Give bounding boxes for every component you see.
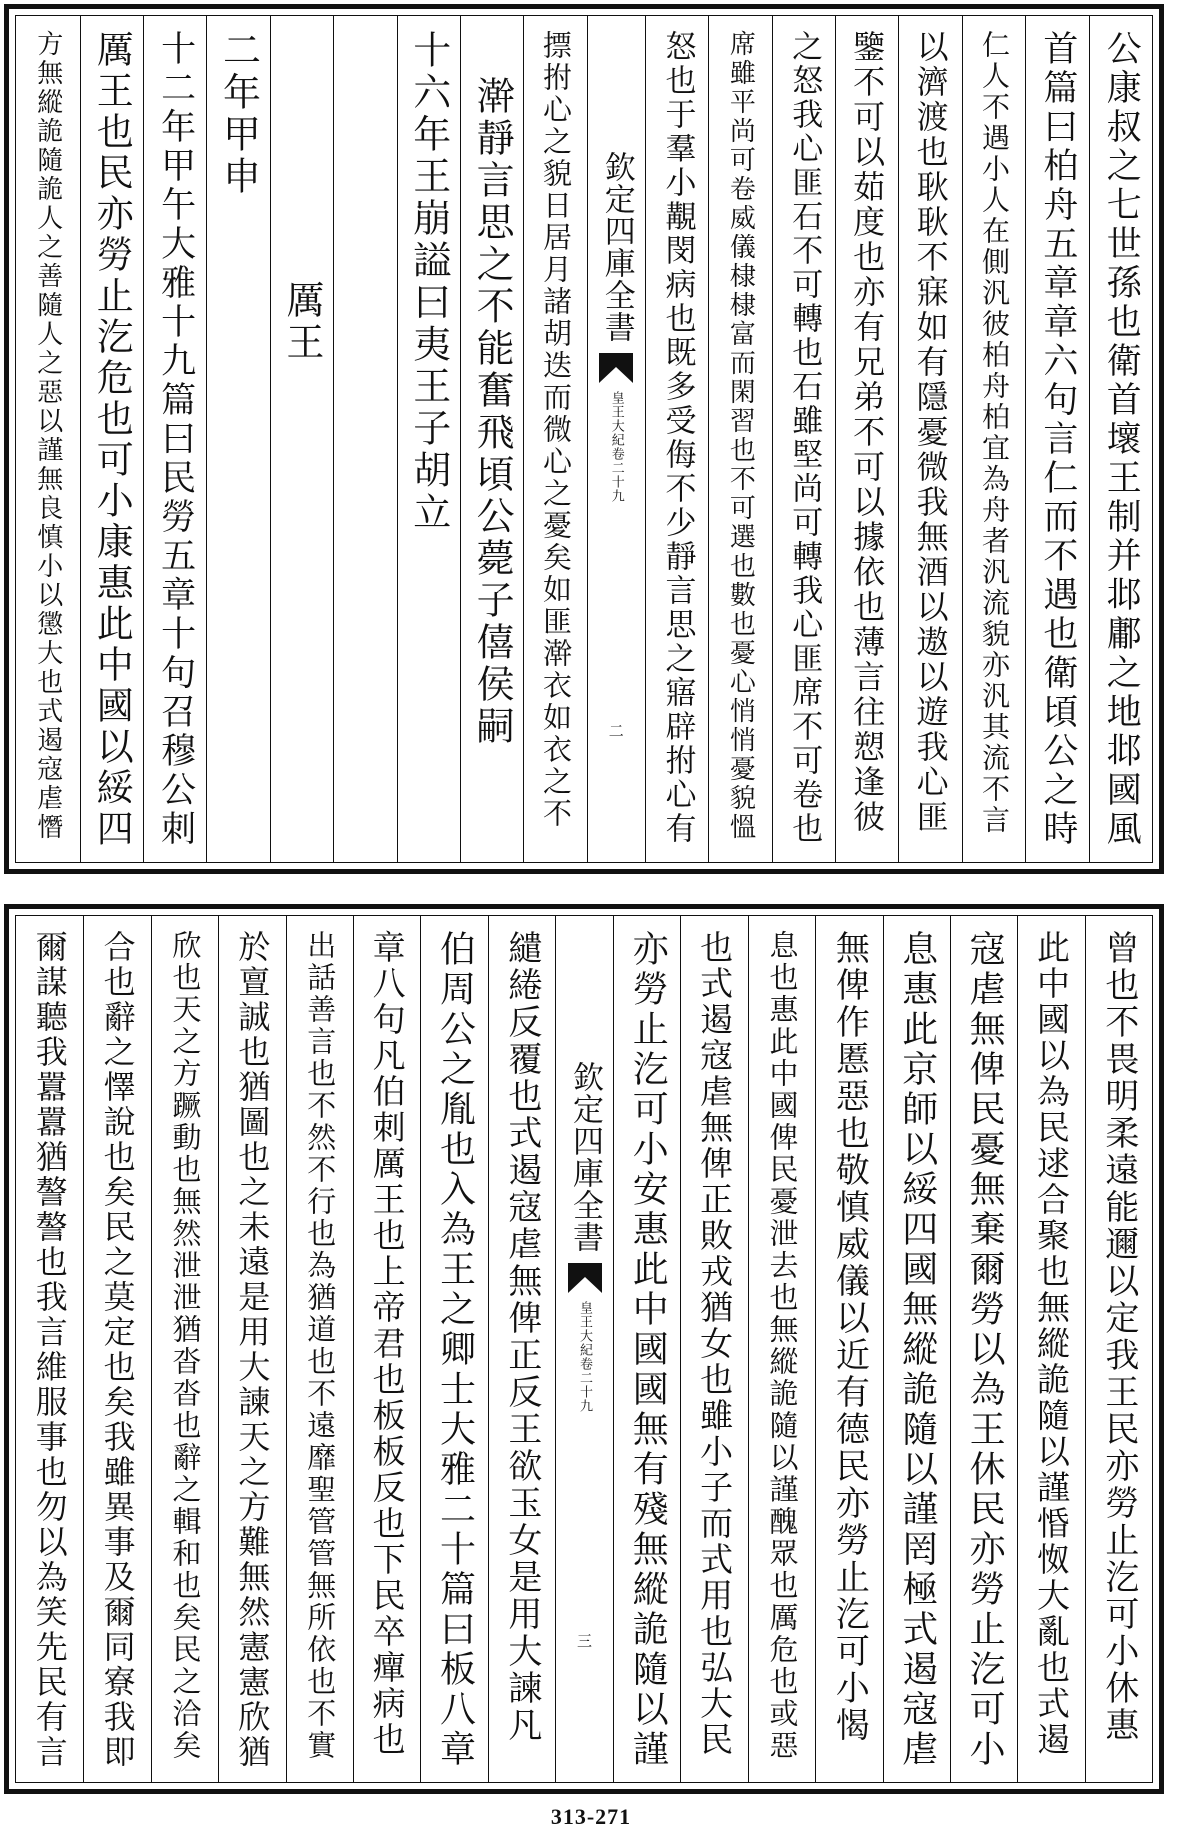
column-text: 厲王也民亦勞止汔危也可小康惠此中國以綏四 xyxy=(90,30,134,850)
book-volume-label: 皇王大紀卷二十九 xyxy=(608,390,624,503)
column-text: 也式遏寇虐無俾正敗戎猶女也雖小子而式用也弘大民 xyxy=(695,930,735,1758)
column-text: 以濟渡也耿耿不寐如有隱憂微我無酒以遨以遊我心匪 xyxy=(911,30,950,835)
column-text: 仁人不遇小人在側汎彼柏舟柏宜為舟者汎流貌亦汎其流不言 xyxy=(977,30,1011,836)
top-text-column xyxy=(333,16,396,862)
bottom-text-column xyxy=(883,916,950,1782)
column-text: 首篇曰柏舟五章章六句言仁而不遇也衛頃公之時 xyxy=(1037,30,1078,849)
column-text: 曾也不畏明柔遠能邇以定我王民亦勞止汔可小休惠 xyxy=(1098,930,1139,1744)
column-text: 二年甲申 xyxy=(216,30,261,198)
series-title: 欽定四庫全書 xyxy=(567,1060,603,1253)
top-page-frame xyxy=(15,15,1153,863)
column-text: 之怒我心匪石不可轉也石雖堅尚可轉我心匪席不可卷也 xyxy=(786,30,823,846)
column-text: 澣靜言思之不能奮飛頃公薨子僖侯嗣 xyxy=(470,76,515,748)
top-text-column xyxy=(1025,16,1088,862)
bottom-text-column xyxy=(218,916,285,1782)
fish-tail-mark-icon xyxy=(599,353,633,383)
book-volume-label: 皇王大紀卷二十九 xyxy=(577,1300,592,1413)
top-text-column xyxy=(1089,16,1152,862)
bottom-text-column xyxy=(353,916,420,1782)
bottom-text-column xyxy=(488,916,555,1782)
bottom-text-column xyxy=(1017,916,1084,1782)
leaf-number: 二 xyxy=(606,722,625,738)
bottom-text-column xyxy=(680,916,747,1782)
bottom-center-column xyxy=(555,916,613,1782)
column-text: 出話善言也不然不行也為猶道也不遠靡聖管管無所依也不實 xyxy=(303,930,338,1762)
column-text: 於亶誠也猶圖也之未遠是用大諫天之方難無然憲憲欣猶 xyxy=(233,930,272,1770)
top-text-column xyxy=(708,16,771,862)
column-text: 爾謀聽我囂囂猶謷謷也我言維服事也勿以為笑先民有言 xyxy=(30,930,69,1770)
column-text: 無俾作慝惡也敬慎威儀以近有德民亦勞止汔可小愒 xyxy=(829,930,870,1744)
top-text-column xyxy=(397,16,460,862)
bottom-text-column xyxy=(748,916,815,1782)
column-text: 欣也天之方蹶動也無然泄泄猶沓沓也辭之輯和也矣民之洽矣 xyxy=(168,930,203,1762)
column-text: 十二年甲午大雅十九篇曰民勞五章十句召穆公刺 xyxy=(155,30,196,849)
bottom-text-column xyxy=(83,916,150,1782)
top-text-column xyxy=(645,16,708,862)
top-center-column xyxy=(587,16,645,862)
top-text-column xyxy=(523,16,586,862)
column-text: 寇虐無俾民憂無棄爾勞以為王休民亦勞止汔可小 xyxy=(964,930,1006,1770)
page-number-footer: 313-271 xyxy=(550,1804,632,1829)
top-page xyxy=(4,4,1164,874)
top-text-column xyxy=(16,16,79,862)
column-text: 公康叔之七世孫也衛首壞王制并邶鄘之地邶國風 xyxy=(1101,30,1142,849)
bottom-text-column xyxy=(950,916,1017,1782)
top-text-column xyxy=(962,16,1025,862)
column-text: 十六年王崩謚曰夷王子胡立 xyxy=(406,30,451,534)
bottom-page xyxy=(4,904,1164,1794)
series-title: 欽定四庫全書 xyxy=(598,150,635,343)
bottom-page-columns xyxy=(16,916,1152,1782)
bottom-text-column xyxy=(815,916,882,1782)
top-text-column xyxy=(270,16,333,862)
column-text: 亦勞止汔可小安惠此中國國無有殘無縱詭隨以謹 xyxy=(627,930,669,1770)
leaf-number: 三 xyxy=(575,1632,593,1648)
bottom-page-frame xyxy=(15,915,1153,1783)
column-text: 方無縱詭隨詭人之善隨人之惡以謹無良慎小以懲大也式遏寇虐憯 xyxy=(32,30,63,842)
top-text-column xyxy=(143,16,206,862)
bottom-text-column xyxy=(16,916,83,1782)
top-text-column xyxy=(772,16,835,862)
column-text: 伯周公之胤也入為王之卿士大雅二十篇曰板八章 xyxy=(434,930,476,1770)
bottom-text-column xyxy=(420,916,487,1782)
top-text-column xyxy=(206,16,269,862)
column-text: 怒也于羣小覯閔病也既多受侮不少靜言思之寤辟拊心有 xyxy=(659,30,696,846)
column-text: 息惠此京師以綏四國無縱詭隨以謹罔極式遏寇虐 xyxy=(896,930,938,1770)
top-text-column xyxy=(898,16,961,862)
column-text: 摽拊心之貌日居月諸胡迭而微心之憂矣如匪澣衣如衣之不 xyxy=(539,30,574,830)
top-text-column xyxy=(835,16,898,862)
top-text-column xyxy=(80,16,143,862)
top-text-column xyxy=(460,16,523,862)
column-text: 鑒不可以茹度也亦有兄弟不可以據依也薄言往愬逢彼 xyxy=(848,30,887,835)
reign-title: 厲王 xyxy=(279,280,324,364)
column-text: 繾綣反覆也式遏寇虐無俾正反王欲玉女是用大諫凡 xyxy=(501,930,542,1744)
column-text: 此中國以為民逑合聚也無縱詭隨以謹惛怓大亂也式遏 xyxy=(1031,930,1071,1758)
top-page-columns xyxy=(16,16,1152,862)
bottom-text-column xyxy=(286,916,353,1782)
column-text: 合也辭之懌說也矣民之莫定也矣我雖異事及爾同寮我即 xyxy=(98,930,137,1770)
bottom-text-column xyxy=(613,916,680,1782)
column-text: 席雖平尚可卷威儀棣棣富而閑習也不可選也數也憂心悄悄憂貌慍 xyxy=(725,30,756,842)
column-text: 章八句凡伯刺厲王也上帝君也板板反也下民卒癉病也 xyxy=(367,930,407,1758)
fish-tail-mark-icon xyxy=(568,1263,602,1293)
bottom-text-column xyxy=(151,916,218,1782)
column-text: 息也惠此中國俾民憂泄去也無縱詭隨以謹醜眾也厲危也或惡 xyxy=(765,930,800,1762)
bottom-text-column xyxy=(1085,916,1152,1782)
